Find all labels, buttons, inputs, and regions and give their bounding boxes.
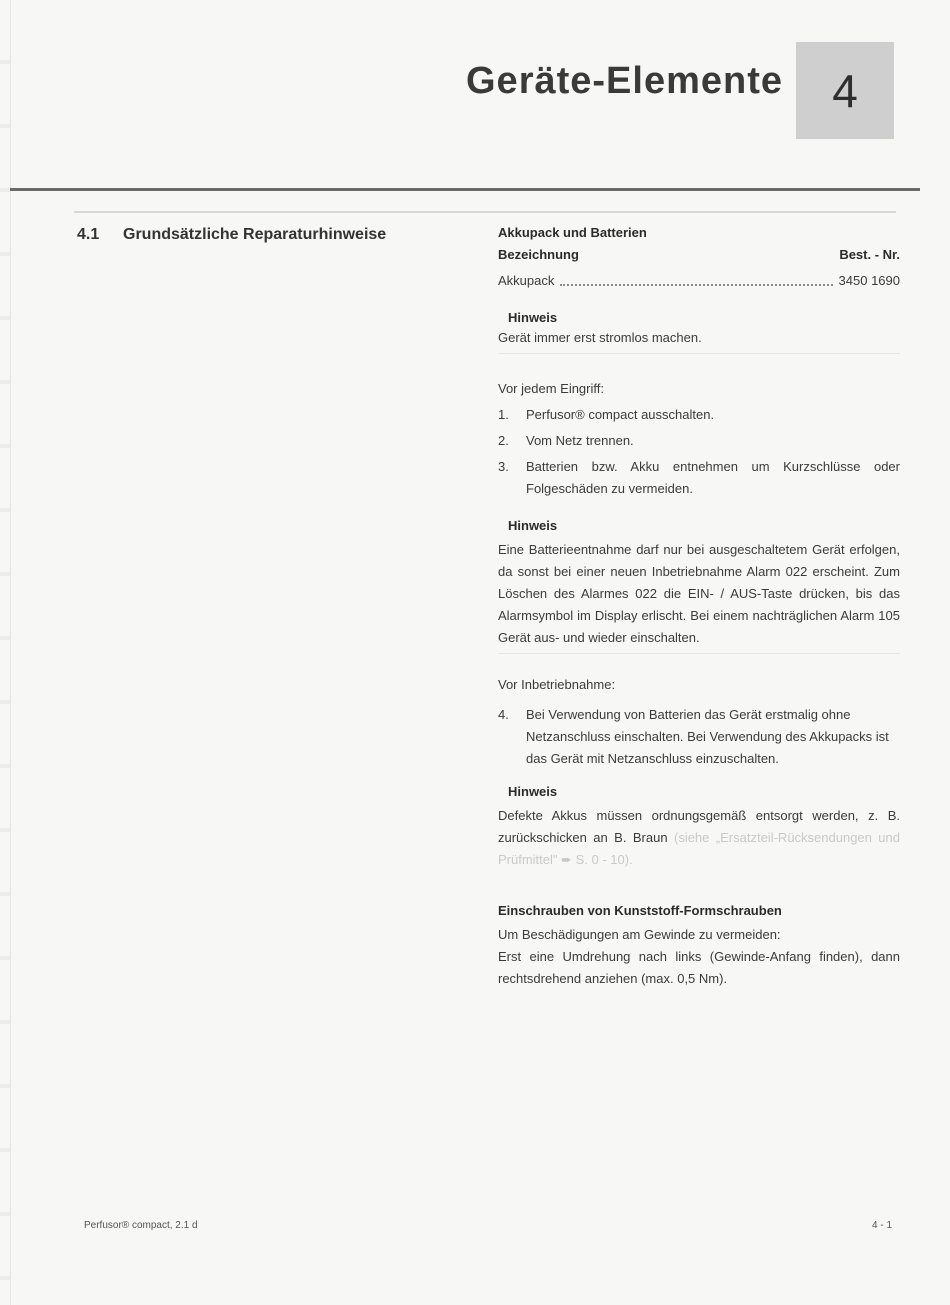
note-title: Hinweis [508,310,558,325]
screws-heading: Einschrauben von Kunststoff-Formschrauben [498,903,782,918]
note-text: Eine Batterieentnahme darf nur bei ausgeschaltetem Gerät erfolgen, da sonst bei einer neuen Inbetriebnahme Alarm 022 erscheint. Zum Löschen des Alarmes 022 die EIN- / AUS-Taste drücken, bis das Alarmsymbol im Display erlischt. Bei einem nachträglichen Alarm 105 Gerät aus- und wieder einschalten. [498,542,900,645]
screws-text-2: Erst eine Umdrehung nach links (Gewinde-Anfang finden), dann rechtsdrehend anziehen (max. 0,5 Nm). [498,949,900,986]
battery-table-header [498,244,900,266]
note-text: Gerät immer erst stromlos machen. [498,330,702,345]
screws-block [498,900,900,990]
note-separator [498,653,900,654]
note-text: Defekte Akkus müssen ordnungsgemäß entsorgt werden, z. B. zurückschicken an B. Braun (siehe „Ersatzteil-Rücksendungen und Prüfmittel" ➨ S. 0 - 10). [498,808,900,867]
footer-page-number: 4 - 1 [872,1220,893,1231]
item-name: Akkupack [498,273,555,288]
footer-document-id: Perfusor® compact, 2.1 d [84,1220,198,1231]
list-item: 3. Batterien bzw. Akku entnehmen um Kurzschlüsse oder Folgeschäden zu vermeiden. [498,459,900,496]
section-number: 4.1 [77,226,100,243]
header-rule [10,188,920,191]
commissioning-block [498,674,900,770]
leader-dots [560,270,832,286]
chapter-number-box: 4 [796,42,894,139]
commissioning-intro: Vor Inbetriebnahme: [498,677,616,692]
battery-heading: Akkupack und Batterien [498,225,647,240]
before-work-block [498,378,900,500]
section-rule [74,211,896,213]
section-heading [77,226,386,244]
item-order-number: 3450 1690 [838,273,900,288]
column-label-designation: Bezeichnung [498,247,579,262]
note-title: Hinweis [508,784,558,799]
battery-block [498,222,900,292]
page-title: Geräte-Elemente [466,60,784,102]
note-block-3 [498,784,900,871]
note-title: Hinweis [508,518,558,533]
note-separator [498,353,900,354]
note-block-1 [498,310,900,354]
list-item: 2. Vom Netz trennen. [498,433,634,448]
battery-table-row [498,270,900,292]
list-item: 4. Bei Verwendung von Batterien das Gerät erstmalig ohne Netzanschluss einschalten. Bei Verwendung des Akkupacks ist das Gerät mit Netzanschluss einzuschalten. [498,707,889,766]
cross-reference: (siehe „Ersatzteil-Rücksendungen und Prüfmittel" ➨ S. 0 - 10). [498,830,900,867]
note-block-2 [498,518,900,654]
screws-text-1: Um Beschädigungen am Gewinde zu vermeiden: [498,927,781,942]
column-label-order-number: Best. - Nr. [839,247,900,262]
section-title: Grundsätzliche Reparaturhinweise [123,226,387,243]
list-item: 1. Perfusor® compact ausschalten. [498,407,715,422]
binding-margin [0,0,11,1305]
before-work-intro: Vor jedem Eingriff: [498,381,604,396]
